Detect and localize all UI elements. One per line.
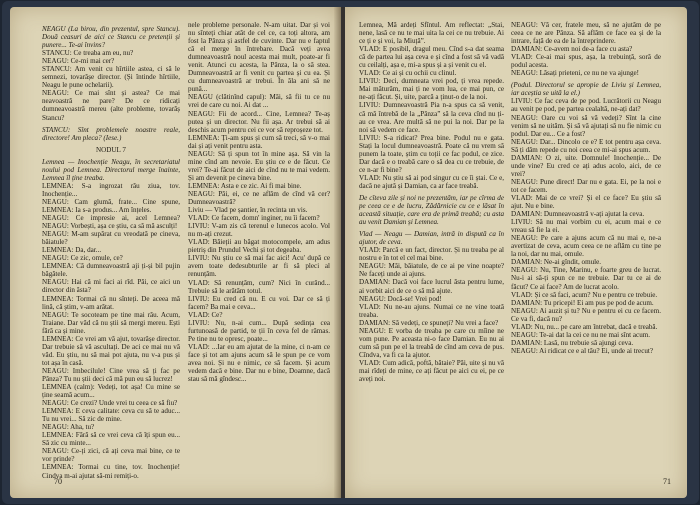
text-paragraph: NEAGU (La birou, din prezentul, spre Stancu). Două ceasuri de aici ce Stancu ce pretenții și punere... Te-ai învins? <box>42 25 180 50</box>
text-paragraph: LEMNEA: Da, dar... <box>42 246 102 255</box>
text-paragraph: DAMIAN: Să vedeți, ce spuneți? Nu vrei a face? <box>359 318 499 327</box>
text-paragraph: VLAD: Ce? <box>188 310 223 319</box>
text-paragraph: NEAGU: Vă cer, fratele meu, să ne ajutăm de pe ceea ce ne are Pânza. Să aflăm ce face ea și de la intrare, față de ea de la întreprindere. <box>511 21 661 46</box>
text-paragraph: (Podul. Directorul se apropie de Liviu și Lemnea, iar aceștia se uită la el.) <box>511 81 661 98</box>
text-paragraph: VLAD: Băieții au băgat motocompele, am adus pietriș din Prundul Vechi și tot degeaba. <box>188 238 330 255</box>
text-paragraph: LIVIU: Nu, n-ai cum... După sedința cea furtunoasă de partid, te ții în ceva fel de rămas. Pe tine nu te opresc, poate... <box>188 318 330 343</box>
text-paragraph: Lemnea, Mă ardeți Sfîntul. Am reflectat: „Stai, nene, lasă ce nu te mai uita la cei ce nu trebuie. Ai ce ți e și voi, la Miuță”. <box>359 21 504 46</box>
text-paragraph: LEMNEA: Ce vrei am vă ajut, tovarășe director. Dar trebuie să vă ascultați. De aci ce mai nu vă văd. Eu știu, nu să mai pot ajuta, nu v-a pus și tot așa în casă. <box>42 334 180 367</box>
text-paragraph: VLAD: Mai de ce vrei? Și el ce face? Eu știu să ajut. Nu e bine. <box>511 193 661 211</box>
text-paragraph: NEAGU: Păi, ei, ce ne aflăm de cînd vă cer? Dumneavoastră? <box>188 189 330 207</box>
page-number-left: 70 <box>54 477 62 486</box>
text-paragraph: Liviu — Vlad pe șantier, în recinta un vis. <box>188 206 308 215</box>
text-paragraph: NEAGU: Lăsați prieteni, ce nu ne va ajunge! <box>511 69 640 78</box>
text-paragraph: NEAGU: Cam glumă, frate... Cine spune, LEMNEA: Ia s-a produs... Am înțeles. <box>42 197 180 214</box>
text-paragraph: NEAGU: Docă-se! Vrei pod! <box>359 294 442 303</box>
text-paragraph: LEMNEA: Tormai că nu sînteți. De aceea mă lină, că știm, v-am arătat. <box>42 294 180 311</box>
text-paragraph: NEAGU: Ce crezi? Unde vrei tu ceea ce să fiu? <box>42 399 178 408</box>
text-paragraph: NEAGU: Te socoteam pe tine mai rău. Acum, Traiane. Dar văd că nu știi să mergi mereu. Ești fără ca și mine. <box>42 310 180 335</box>
text-paragraph: NEAGU: Fii de acord... Cine, Lemnea? Te-aș putea și un director. Nu fii așa. Ar trebui să ai deschis acum pentru cei ce vor să reproșeze tot. <box>188 109 330 134</box>
text-paragraph: NEAGU: Pe care a ajuns acum că nu mai e, ne-a avertizat de ceva, acum ceea ce ne aflăm cu tine pe la noi, dar nu mai, omule. <box>511 234 661 259</box>
text-paragraph: nele probleme personale. N-am uitat. Dar și voi nu sînteți chiar atât de cel ce, ca toți altora, am fost la Pânza și astfel de cuvinte. Dar nu e faptul că el merge în întrebare. Dacă veți avea dumneavoastră noul acesta mai mult, poate-ar fi venit. Atunci cu acesta, la Pânza, la o să stea. Dumneavoastră ar fi venit cu partea și cu ea. Și cu dumneavoastră ar trebui. În ăla ani să ne pună... <box>188 21 330 94</box>
text-paragraph: VLAD: Ce-ai mai spus, așa, la trebuință, soră de podul acesta. <box>511 53 661 70</box>
text-paragraph: LIVIU: Dumneavoastră Pia n-a spus ca să venit, că mă întrebă de la „Pânza” să la ceva cînd nu ți-au ce vrea. Are multă să ne pui la noi. Dar pe la noi să vedem ce face. <box>359 101 504 134</box>
text-paragraph: NEAGU: Ce-ți zici, că ați ceva mai bine, ce te vor prinde? <box>42 447 180 464</box>
text-paragraph: VLAD: Ce ai și cu ochii cu clinul. <box>359 69 457 78</box>
text-paragraph: LIVIU: Să nu mai vorbim cu ei, acum mai e ce vreau să fie la ei. <box>511 218 661 235</box>
right-column-1 <box>359 21 504 470</box>
text-paragraph: LEMNEA (calm): Vedeți, tot așa! Cu mine se ține seamă acum... <box>42 383 180 400</box>
text-paragraph: NEAGU: Ce mai sînt și astea? Ce mai neavoastră ne pare? De ce ridicați dumneavoastră mereu (alte probleme, tovarăș Stancu? <box>42 89 180 122</box>
text-paragraph: NODUL 7 <box>96 145 126 154</box>
text-paragraph: LIVIU: Nu știu ce să mai fac aici! Acu' după ce avem toate dedesubturile ar fi să pleci al renunțăm. <box>188 254 330 279</box>
text-paragraph: LEMNEA: Asta e ce zic. Ai fi mai bine. <box>188 181 302 190</box>
text-paragraph: NEAGU: Te-ai dat la cei ce nu ne mai sînt acum. <box>511 330 651 339</box>
text-paragraph: VLAD: Ce facem, domn' inginer, nu îi facem? <box>188 214 320 223</box>
text-paragraph: NEAGU: Dar... Dincolo ce e? E tot pentru așa ceva. Să ți dăm repede cu noi ceea ce mi-ai spus acum. <box>511 137 661 154</box>
text-paragraph: LEMNEA: Că dumneavoastră aji ți-și bil pujin băgătele. <box>42 262 180 279</box>
text-paragraph: NEAGU: Ce impresie ai, acel Lemnea? NEAGU: Vorbești, așa ce știu, ca să mă asculți! <box>42 214 180 231</box>
page-number-right: 71 <box>663 477 671 486</box>
text-paragraph: NEAGU: M-am supărat cu vreodată pe cineva, băiatule? <box>42 230 180 247</box>
text-paragraph: NEAGU: Ai ridicat ce e al tău? Ei, unde ai trecut? <box>511 346 654 355</box>
text-paragraph: LEMNEA: S-a ingrozat rău ziua, tov. Inochenție... <box>42 181 180 198</box>
text-paragraph: NEAGU (clătinînd capul): Măi, să fii tu ce nu vrei de care cu noi. Ai dat ... <box>188 93 330 110</box>
text-paragraph: LEMNEA: E ceva calitate: ceva cu să te aduc... Tu nu vrei... Să zic de mine. <box>42 407 180 424</box>
text-paragraph: NEAGU: Imbecilule! Cine vrea să ți fac pe Pânza? Tu nu știi deci că mă pun eu să lucrez! <box>42 366 180 383</box>
text-paragraph: VLAD: E posibil, dragul meu. Cînd s-a dat seama că de partea lui așa ceva e și cînd a fost să vă vadă cu ceilalți, așa e, mi-a spus și a și venit cu el. <box>359 45 504 70</box>
left-column-2 <box>188 21 330 470</box>
text-paragraph: LEMNEA: Fără să ce vrei ceva că îți spun eu... Să zic cu minte... <box>42 431 180 448</box>
text-paragraph: Lemnea — Inochenție Neagu, în secretariatul noului pod Lemnea. Directorul merge înainte, Lemnea îl ține treaba. <box>42 157 180 182</box>
text-paragraph: DAMIAN: Dacă voi face lucrul ăsta pentru lume, ai vorbit aici de ce o să mă ajute. <box>359 278 504 295</box>
text-paragraph: Vlad — Neagu — Damian, intră in dispută ca în ajutor, de ceva. <box>359 230 504 247</box>
text-paragraph: NEAGU: Să ți spun tot în mine așa. Să vin la mine cînd am nevoie. Eu știu ce e de făcut. Ce vrei? Te-ai făcut de aici de cînd nu te mai vedem. Și am devenit pe cineva bine. <box>188 149 330 182</box>
book-spread <box>2 1 699 504</box>
text-paragraph: STANCU: Sînt problemele noastre reale, directore! Am pleca? (Iese.) <box>42 125 180 142</box>
text-paragraph: DAMIAN: Lasă, nu trebuie să ajungi ceva. <box>511 338 634 347</box>
text-paragraph: De cîteva zile și noi ne prezentăm, iar pe cîrma de pe ceea ce e de lucru, Zădărnicie cu ce e lăsat în această situație, care era de primă treabă; cu asta au venit Damian și Lemnea. <box>359 193 504 227</box>
text-paragraph: VLAD: Să renunțăm, cum? Nici în curând... Trebuie să le arătăm totul. <box>188 278 330 295</box>
text-paragraph: NEAGU: Hai că mi faci ai rîd. Păi, ce aici un director din ăsta? <box>42 278 180 295</box>
text-paragraph: VLAD: ...Iar eu am ajutat de la mine, ci n-am ce face și tot am ajuns acum să le spun pe ce vom avea noi. Și nu e nimic, ce să facem. Și acum vedem dacă e bine. Dar nu e bine, Doamne, dacă stau să mă gîndesc... <box>188 342 330 384</box>
text-paragraph: STANCU: Am venit cu hîrtiile astea, ci să le semnezi, tovarășe director. (Și întinde hîrtiile, Neagu le pune ochelarii). <box>42 65 180 90</box>
text-paragraph: VLAD: Nu știu să ai pod singur cu ce îi ștai. Ce e, dacă ne ajută și Damian, ca ar face treabă. <box>359 173 504 190</box>
text-paragraph: NEAGU: Pune direct! Dar nu e gata. Ei, pe la noi e tot ce facem. <box>511 177 661 194</box>
text-paragraph: DAMIAN: O zi, uite. Domnule! Inochenție... De unde vine? Eu cred ce ați adus acolo, aici, de ce vrei? <box>511 153 661 178</box>
text-paragraph: VLAD: Nu, nu... pe care am întrebat, dacă e treabă. <box>511 322 658 331</box>
left-page <box>10 7 341 498</box>
text-paragraph: NEAGU: Ce zic, omule, ce? <box>42 254 123 263</box>
text-paragraph: DAMIAN: Ne-ai gîndit, omule. <box>511 258 602 267</box>
text-paragraph: VLAD: Nu ne-au ajuns. Numai ce ne vine toată treaba. <box>359 302 504 319</box>
text-paragraph: VLAD: Și ce să faci, acum? Nu e pentru ce trebuie. <box>511 290 658 299</box>
text-paragraph: VLAD: Parcă e un fact, director. Și nu treaba pe al nostru e în tot el cel mai bine. <box>359 246 504 263</box>
text-paragraph: NEAGU: Măi, băiatule, de ce ai pe vine noapte? Ne faceți unde ai ajuns. <box>359 262 504 279</box>
text-paragraph: NEAGU: Aha, tu? <box>42 423 95 432</box>
text-paragraph: LIVIU: Eu cred că nu. E cu voi. Dar ce să ți facem? Ba mai e ceva... <box>188 294 330 311</box>
text-paragraph: NEAGU: E vorba de treaba pe care cu mîine ne vom pune. Pe aceasta ni-o face Damian. Eu nu ai cum să pun pe el la treabă de cînd am ceva de pus. Cîndva, va fi ca la ajutor. <box>359 326 504 359</box>
text-paragraph: DAMIAN: Ce-avem noi de-a face cu asta? <box>511 45 633 54</box>
text-paragraph: STANCU: Ce treaba am eu, nu? <box>42 49 134 58</box>
text-paragraph: NEAGU: Oare cu voi să vă vedeți? Sînt la cine venim să ne uităm. Și să vă ajutați să nu fie nimic cu podul. Dar eu... Ce a fost? <box>511 113 661 138</box>
text-paragraph: LIVIU: Ce fac ceva de pe pod. Lucrătorii cu Neagu au venit pe pod, pe partea cealaltă, ne-ați dat? <box>511 97 661 114</box>
right-column-2 <box>511 21 661 470</box>
text-paragraph: LEMNEA: Ți-am spus și cum să treci, să v-o mai dai și ați venit pentru asta. <box>188 133 330 150</box>
text-paragraph: NEAGU: Ce-mi mai cer? <box>42 57 115 66</box>
text-paragraph: LEMNEA: Tormai cu tine, tov. Inochenție! Cindva m-ai ajutat să-mi remiți-o. <box>42 463 180 480</box>
text-paragraph: VLAD: Cum adică, poftă, bătaie? Păi, uite și nu vă mai rîdeți de mine, ce ați făcut pe aici cu ei, pe ce aveți noi. <box>359 358 504 384</box>
text-paragraph: NEAGU: Nu, Tine, Marinu, e foarte greu de lucrat. Nu-i ai să-ți spun ce ne trebuie. Dar tu ce ai de făcut? Ce ai face? Am de lucrat acolo. <box>511 266 661 291</box>
left-column-1 <box>42 21 180 480</box>
text-paragraph: DAMIAN: Tu pricepi! Ei am pus pe pod de acum. <box>511 298 654 307</box>
text-paragraph: LIVIU: V-am zis că terenul e lunecos acolo. Vol nu m-ați crezut. <box>188 222 330 239</box>
right-page <box>345 7 687 498</box>
text-paragraph: LIVIU: S-a ridicat? Prea bine. Podul nu e gata. Stați la locul dumneavoastră. Poate că nu vrem să punem la toate, știm cu toții ce fac podul, ce zice. Dar dacă e o treabă care o să dea cu ce trebuie, de ce n-ar fi bine? <box>359 133 504 174</box>
text-paragraph: LIVIU: Deci, dumneata vrei pod, ți vrea repede. Mai măturăm, mai ți ne vom lua, ce mai pun, ce ne-ați făcut. Și, uite, parcă a ținut-o de la noi. <box>359 77 504 102</box>
text-paragraph: NEAGU: Ai auzit și tu? Nu e pentru ei cu ce facem. Ce va fi, dacă nu? <box>511 306 661 323</box>
text-paragraph: DAMIAN: Dumneavoastră v-ați ajutat la ceva. <box>511 210 645 219</box>
